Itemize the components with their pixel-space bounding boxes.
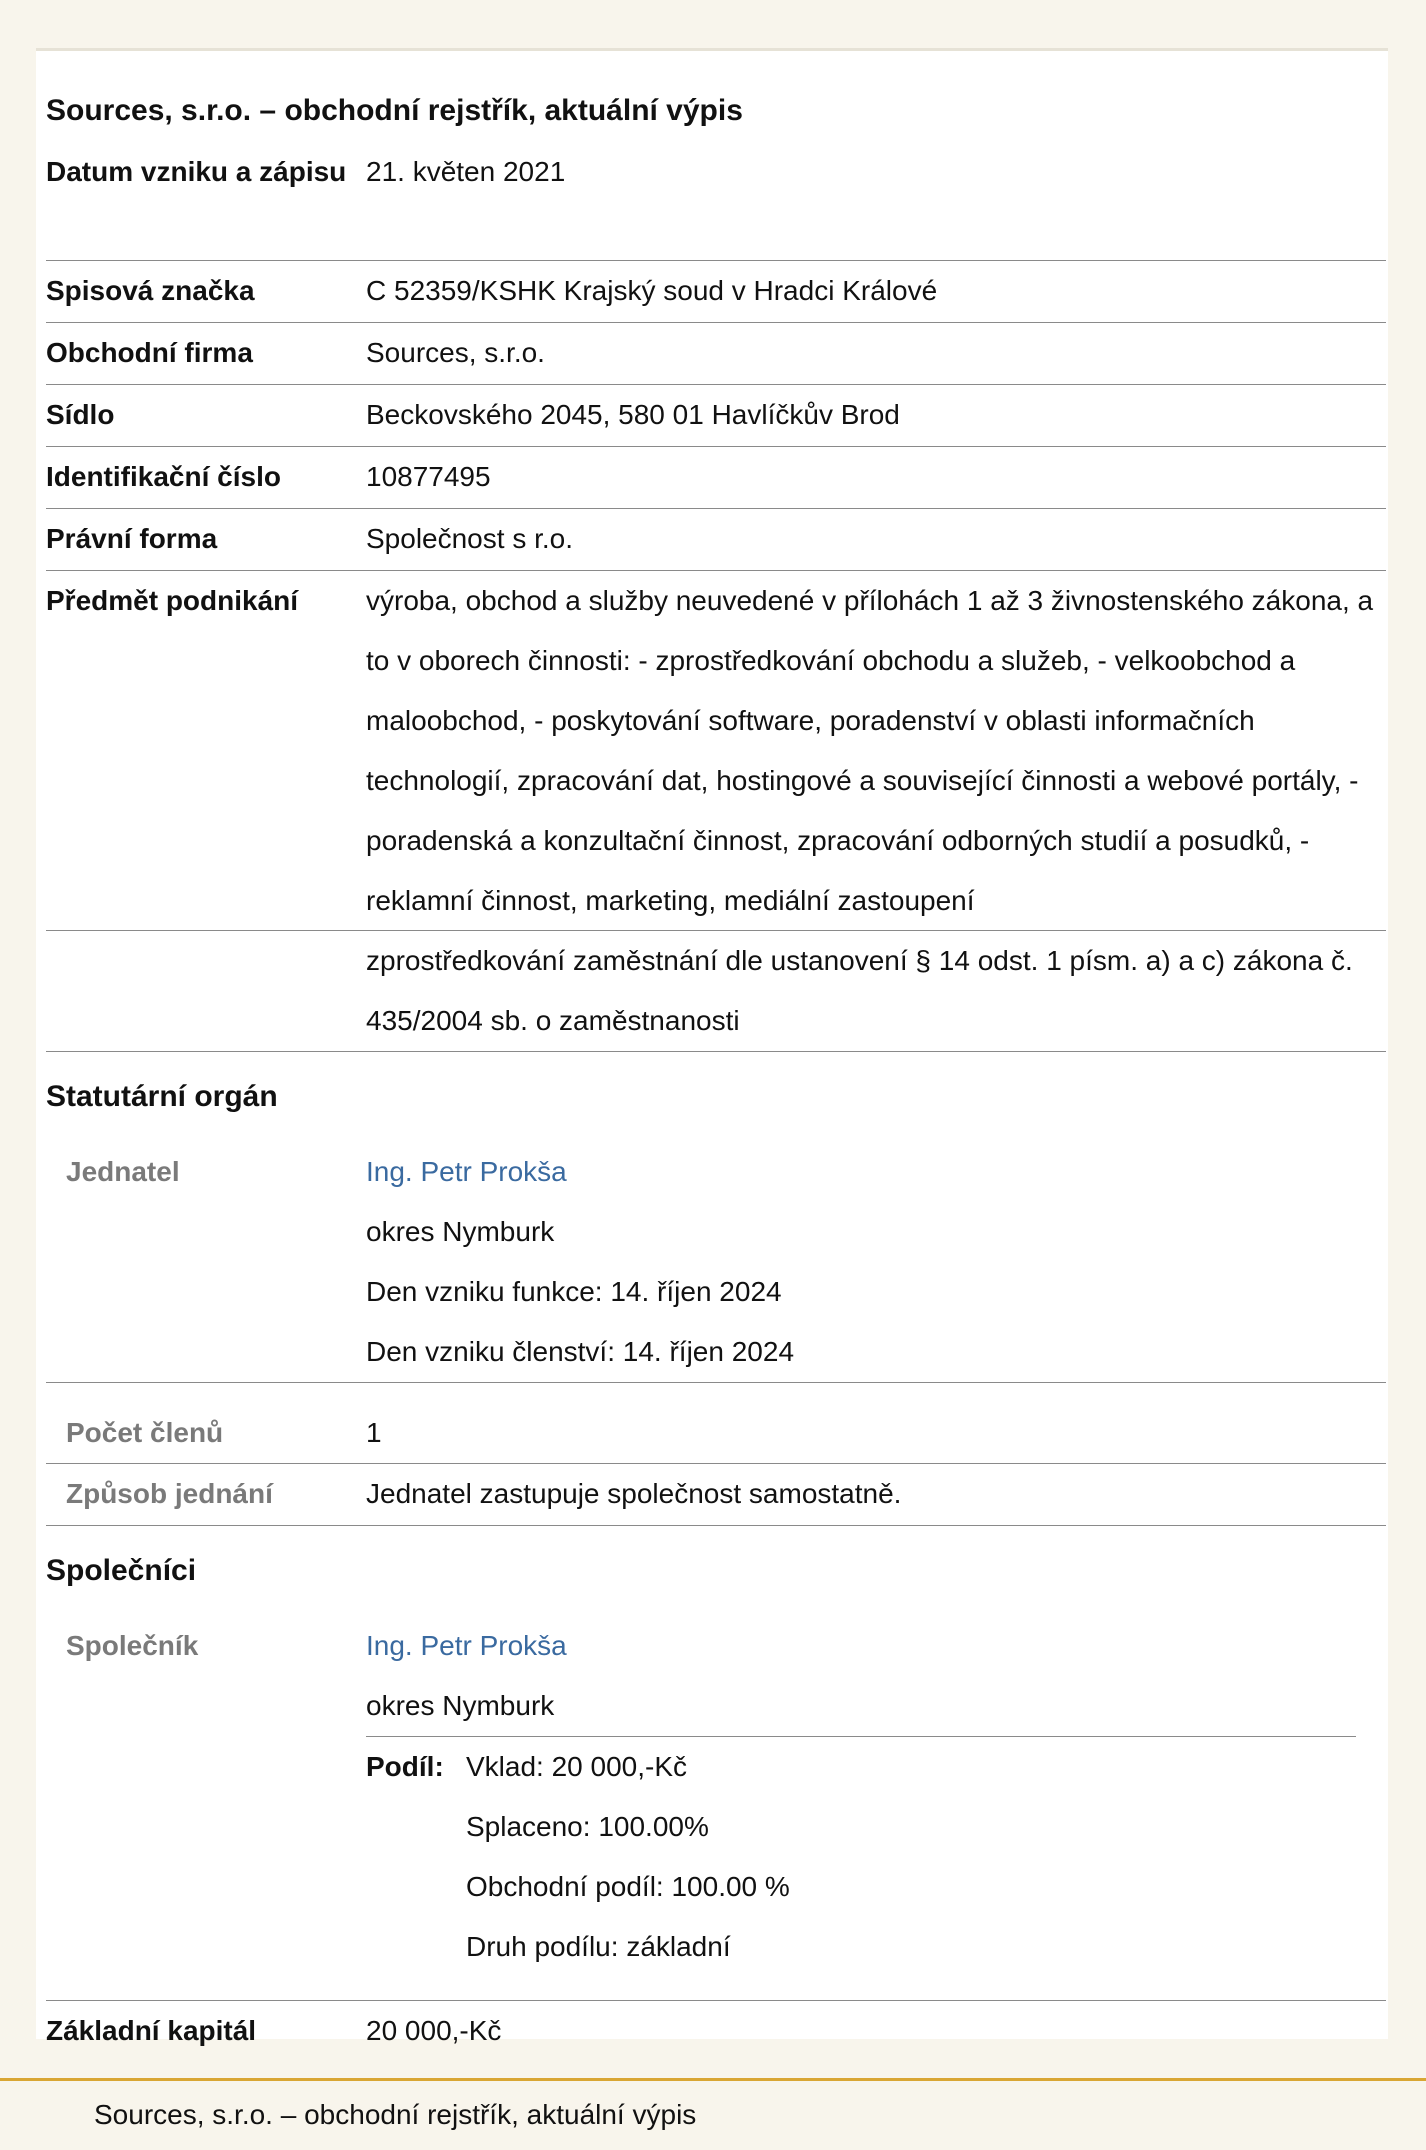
row-sidlo — [46, 385, 1386, 447]
section-statutarni-organ: Statutární orgán — [46, 1080, 278, 1113]
share-label: Podíl: — [366, 1751, 444, 1782]
row-spisova-znacka — [46, 261, 1386, 323]
row-label: Datum vzniku a zápisu — [46, 156, 347, 187]
row-datum-vzniku — [46, 142, 1386, 261]
row-pravni-forma — [46, 509, 1386, 571]
jednatel-clenstvi: Den vzniku členství: 14. říjen 2024 — [366, 1336, 795, 1367]
share-block — [366, 1736, 1356, 1977]
jednatel-name-link[interactable]: Ing. Petr Prokša — [366, 1156, 567, 1187]
row-value: zprostředkování zaměstnání dle ustanovení § 14 odst. 1 písm. a) a c) zákona č. 435/2004 sb. o zaměstnanosti — [366, 945, 1353, 1036]
row-label: Počet členů — [66, 1417, 224, 1448]
row-value: Jednatel zastupuje společnost samostatně. — [366, 1478, 902, 1509]
row-predmet-podnikani — [46, 571, 1386, 931]
row-spolecnik — [46, 1616, 1386, 2001]
row-jednatel — [46, 1142, 1386, 1383]
row-pocet-clenu — [46, 1383, 1386, 1464]
row-label: Jednatel — [66, 1156, 180, 1187]
row-value: výroba, obchod a služby neuvedené v přílohách 1 až 3 živnostenského zákona, a to v oborech činnosti: - zprostředkování obchodu a služeb, - velkoobchod a maloobchod, - poskytování software, poradenství v oblasti informačních technologií, zpracování dat, hostingové a související činnosti a webové portály, - poradenská a konzultační činnost, zpracování odborných studií a posudků, - reklamní činnost, marketing, mediální zastoupení — [366, 585, 1374, 916]
row-predmet-podnikani-2 — [46, 931, 1386, 1052]
row-value: C 52359/KSHK Krajský soud v Hradci Králové — [366, 275, 938, 306]
row-label: Společník — [66, 1630, 199, 1661]
jednatel-okres: okres Nymburk — [366, 1216, 555, 1247]
footer-text: Sources, s.r.o. – obchodní rejstřík, aktuální výpis — [94, 2099, 697, 2130]
row-value: Společnost s r.o. — [366, 523, 574, 554]
share-details — [466, 1737, 790, 1977]
spolecnik-okres: okres Nymburk — [366, 1690, 555, 1721]
row-value: 21. květen 2021 — [366, 156, 566, 187]
spolecnik-name-link[interactable]: Ing. Petr Prokša — [366, 1630, 567, 1661]
row-value: Beckovského 2045, 580 01 Havlíčkův Brod — [366, 399, 900, 430]
row-identifikacni-cislo — [46, 447, 1386, 509]
share-splaceno: Splaceno: 100.00% — [466, 1811, 709, 1842]
row-zpusob-jednani — [46, 1464, 1386, 1526]
row-label-empty — [46, 931, 366, 1051]
row-label: Identifikační číslo — [46, 461, 281, 492]
section-spolecnici: Společníci — [46, 1554, 197, 1587]
row-label: Předmět podnikání — [46, 585, 299, 616]
row-label: Základní kapitál — [46, 2015, 257, 2046]
share-obchodni-podil: Obchodní podíl: 100.00 % — [466, 1871, 790, 1902]
row-value: 1 — [366, 1417, 382, 1448]
row-zakladni-kapital — [46, 2001, 1386, 2062]
share-vklad: Vklad: 20 000,-Kč — [466, 1751, 688, 1782]
row-label: Způsob jednání — [66, 1478, 273, 1509]
jednatel-funkce: Den vzniku funkce: 14. říjen 2024 — [366, 1276, 782, 1307]
registry-card — [36, 48, 1388, 2046]
row-label: Právní forma — [46, 523, 218, 554]
share-druh: Druh podílu: základní — [466, 1931, 731, 1962]
row-value: 20 000,-Kč — [366, 2015, 502, 2046]
row-value: Sources, s.r.o. — [366, 337, 545, 368]
row-label: Sídlo — [46, 399, 115, 430]
row-obchodni-firma — [46, 323, 1386, 385]
row-label: Spisová značka — [46, 275, 255, 306]
page-title: Sources, s.r.o. – obchodní rejstřík, aktuální výpis — [46, 94, 743, 127]
row-value: 10877495 — [366, 461, 491, 492]
row-value — [366, 1142, 1386, 1382]
row-label: Obchodní firma — [46, 337, 253, 368]
row-value — [366, 1616, 1386, 2000]
registry-content — [46, 51, 1386, 2062]
footer-divider — [0, 2078, 1426, 2081]
